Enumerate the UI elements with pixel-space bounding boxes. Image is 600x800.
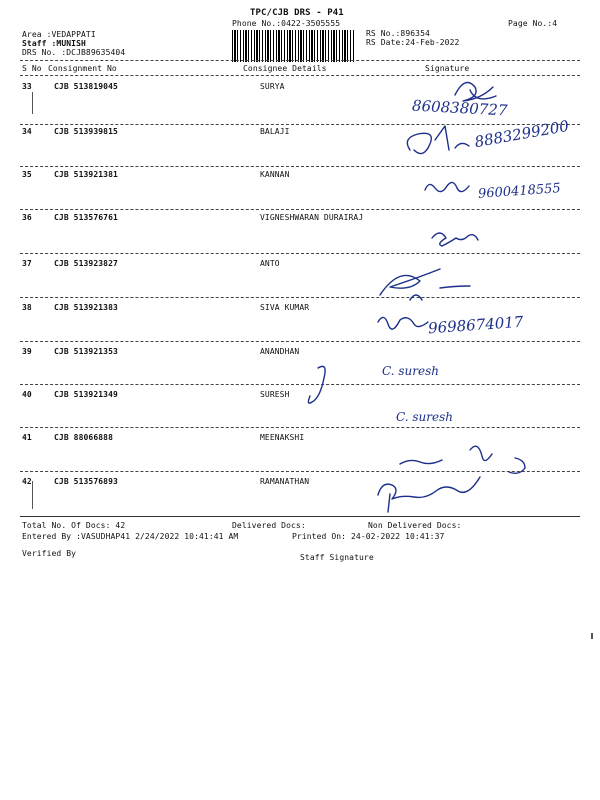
column-consignee: Consignee Details [243, 64, 327, 73]
row-consignee: KANNAN [260, 170, 290, 179]
row-consignment: CJB 88066888 [54, 433, 113, 442]
document-title: TPC/CJB DRS - P41 [250, 8, 344, 18]
non-delivered-docs: Non Delivered Docs: [368, 521, 462, 530]
row-consignment: CJB 513921381 [54, 170, 118, 179]
row-sno: 39 [22, 347, 32, 356]
handwritten-phone-38: 9698674017 [427, 312, 524, 338]
row-sno: 36 [22, 213, 32, 222]
row-consignment: CJB 513576761 [54, 213, 118, 222]
drs-number: DRS No. :DCJB89635404 [22, 48, 126, 57]
row-consignee: SURYA [260, 82, 285, 91]
row-consignment: CJB 513921349 [54, 390, 118, 399]
signature-34 [407, 126, 469, 154]
total-docs: Total No. Of Docs: 42 [22, 521, 126, 530]
row-consignee: SURESH [260, 390, 290, 399]
row-sno: 35 [22, 170, 32, 179]
column-signature: Signature [425, 64, 470, 73]
entered-by: Entered By :VASUDHAP41 2/24/2022 10:41:41 AM [22, 532, 239, 541]
row-consignment: CJB 513921383 [54, 303, 118, 312]
signature-42 [378, 477, 480, 512]
row-consignment: CJB 513819045 [54, 82, 118, 91]
signature-36 [432, 233, 478, 246]
staff-signature: Staff Signature [300, 553, 374, 562]
row-sno: 37 [22, 259, 32, 268]
row-sno: 34 [22, 127, 32, 136]
area-label: Area :VEDAPPATI [22, 30, 96, 39]
signature-37 [380, 269, 470, 300]
row-consignment: CJB 513923827 [54, 259, 118, 268]
handwritten-name-39: C. suresh [382, 364, 439, 378]
signature-39 [308, 366, 325, 403]
column-sno: S No [22, 64, 42, 73]
signature-38 [378, 317, 428, 329]
row-sno: 33 [22, 82, 32, 91]
handwritten-name-40: C. suresh [396, 410, 453, 424]
column-consignment: Consignment No [48, 64, 117, 73]
handwritten-phone-34: 8883299200 [473, 116, 571, 152]
row-consignee: VIGNESHWARAN DURAIRAJ [260, 213, 364, 222]
printed-on: Printed On: 24-02-2022 10:41:37 [292, 532, 445, 541]
row-sno: 38 [22, 303, 32, 312]
rs-number: RS No.:896354 [366, 29, 430, 38]
staff-label: Staff :MUNISH [22, 39, 86, 48]
delivered-docs: Delivered Docs: [232, 521, 306, 530]
row-consignee: MEENAKSHI [260, 433, 305, 442]
row-consignee: ANANDHAN [260, 347, 300, 356]
signature-35 [425, 182, 469, 191]
handwritten-phone-35: 9600418555 [477, 181, 562, 202]
row-consignee: RAMANATHAN [260, 477, 310, 486]
row-sno: 42 [22, 477, 32, 486]
scan-artifact [591, 633, 593, 639]
row-consignee: SIVA KUMAR [260, 303, 310, 312]
row-consignee: BALAJI [260, 127, 290, 136]
handwritten-phone-33: 8608380727 [411, 96, 508, 120]
page-number: Page No.:4 [508, 19, 558, 28]
phone-number: Phone No.:0422-3505555 [232, 19, 341, 28]
row-sno: 41 [22, 433, 32, 442]
row-sno: 40 [22, 390, 32, 399]
verified-by: Verified By [22, 549, 77, 558]
row-consignment: CJB 513576893 [54, 477, 118, 486]
rs-date: RS Date:24-Feb-2022 [366, 38, 460, 47]
row-consignee: ANTO [260, 259, 280, 268]
signature-41 [400, 446, 525, 473]
row-consignment: CJB 513921353 [54, 347, 118, 356]
row-consignment: CJB 513939815 [54, 127, 118, 136]
